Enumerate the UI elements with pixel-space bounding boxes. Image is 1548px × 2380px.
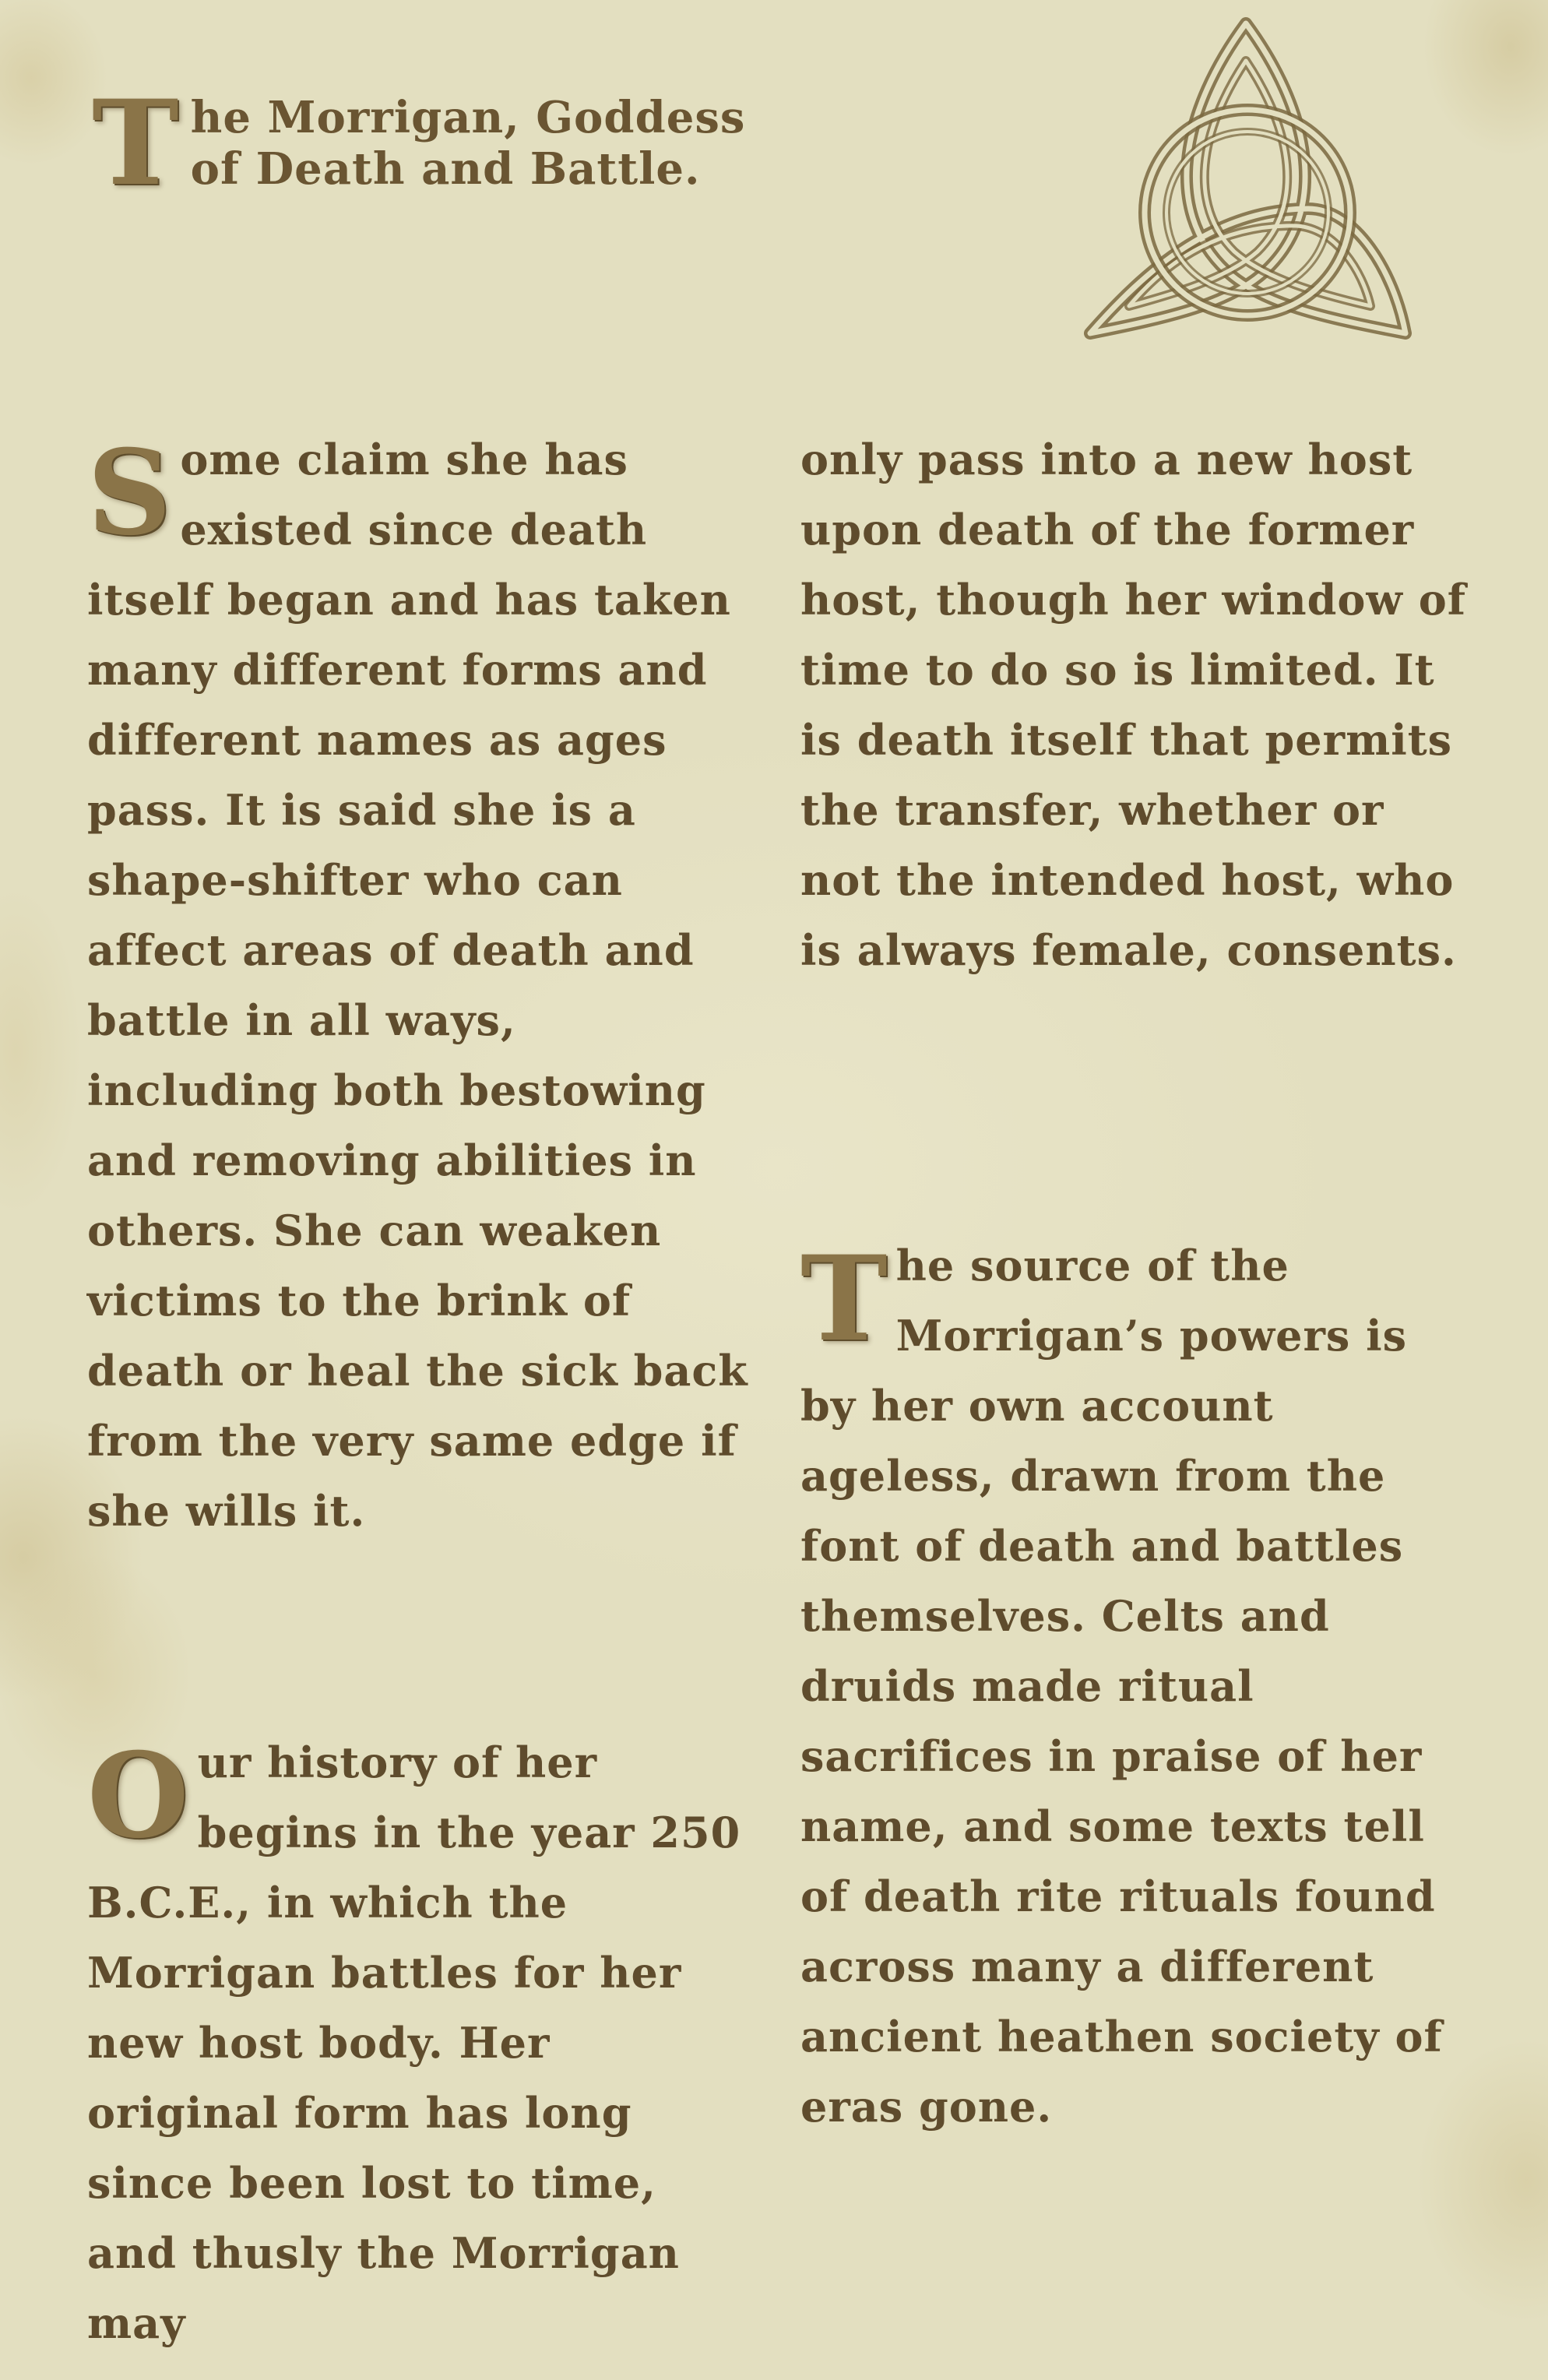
paragraph-host-transfer-text: only pass into a new host upon death of the former host, though her window of time to do so is limited. It is death itself that permits the transfer, whether or not the intended host, who is always female, consents. [800, 435, 1466, 975]
paragraph-source-of-powers [800, 1230, 1470, 2142]
dropcap-o: O [87, 1727, 190, 1864]
paragraph-history [87, 1727, 757, 2358]
paragraph-source-of-powers-text: he source of the Morrigan’s powers is by her own account ageless, drawn from the font of death and battles themselves. Celts and druids made ritual sacrifices in praise of her name, and some texts tell of death rite rituals found across many a different ancient heathen society of eras gone. [800, 1241, 1443, 2132]
page-title [92, 75, 793, 212]
paragraph-origins-text: ome claim she has existed since death itself began and has taken many different forms and different names as ages pass. It is said she is a shape-shifter who can affect areas of death and battle in all ways, including both bestowing and removing abilities in others. She can weaken victims to the brink of death or heal the sick back from the very same edge if she wills it. [87, 435, 748, 1536]
title-text: he Morrigan, Goddess of Death and Battle. [190, 92, 746, 195]
title-dropcap: T [92, 75, 180, 212]
paragraph-host-transfer [800, 424, 1470, 985]
paragraph-origins [87, 424, 757, 1546]
triquetra-knot-icon [1075, 14, 1417, 349]
dropcap-t: T [800, 1230, 888, 1368]
paragraph-history-text: ur history of her begins in the year 250 B.C.E., in which the Morrigan battles for her new host body. Her original form has long since been lost to time, and thusly the Morrigan may [87, 1737, 741, 2348]
dropcap-s: S [87, 424, 173, 562]
